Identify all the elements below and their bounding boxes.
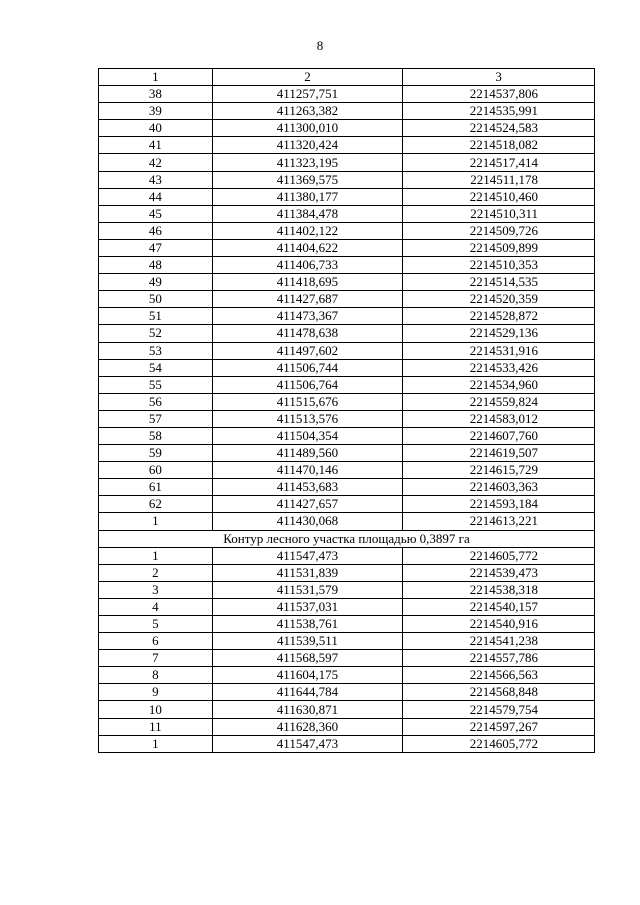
cell-y: 2214597,267: [403, 718, 595, 735]
cell-y: 2214605,772: [403, 547, 595, 564]
cell-x: 411418,695: [212, 274, 403, 291]
cell-point-number: 8: [99, 667, 213, 684]
cell-x: 411515,676: [212, 393, 403, 410]
table-row: [99, 479, 595, 496]
table-row: [99, 376, 595, 393]
cell-y: 2214535,991: [403, 103, 595, 120]
cell-x: 411537,031: [212, 598, 403, 615]
table-row: [99, 188, 595, 205]
column-header-y: 3: [403, 69, 595, 86]
table-row: [99, 257, 595, 274]
table-row: [99, 684, 595, 701]
cell-point-number: 49: [99, 274, 213, 291]
cell-x: 411402,122: [212, 222, 403, 239]
cell-x: 411470,146: [212, 462, 403, 479]
cell-point-number: 1: [99, 547, 213, 564]
table-row: [99, 274, 595, 291]
cell-x: 411513,576: [212, 410, 403, 427]
cell-point-number: 47: [99, 239, 213, 256]
cell-x: 411547,473: [212, 735, 403, 752]
cell-point-number: 10: [99, 701, 213, 718]
coordinates-table: [98, 68, 595, 753]
cell-x: 411568,597: [212, 650, 403, 667]
table-row: [99, 547, 595, 564]
cell-y: 2214538,318: [403, 581, 595, 598]
cell-x: 411404,622: [212, 239, 403, 256]
cell-point-number: 57: [99, 410, 213, 427]
cell-point-number: 5: [99, 616, 213, 633]
cell-y: 2214510,311: [403, 205, 595, 222]
cell-x: 411628,360: [212, 718, 403, 735]
cell-y: 2214579,754: [403, 701, 595, 718]
cell-y: 2214518,082: [403, 137, 595, 154]
cell-point-number: 44: [99, 188, 213, 205]
cell-y: 2214615,729: [403, 462, 595, 479]
cell-y: 2214607,760: [403, 427, 595, 444]
cell-x: 411506,744: [212, 359, 403, 376]
cell-x: 411539,511: [212, 633, 403, 650]
cell-x: 411427,657: [212, 496, 403, 513]
cell-y: 2214613,221: [403, 513, 595, 530]
cell-y: 2214510,353: [403, 257, 595, 274]
cell-y: 2214510,460: [403, 188, 595, 205]
cell-point-number: 9: [99, 684, 213, 701]
cell-point-number: 6: [99, 633, 213, 650]
cell-y: 2214529,136: [403, 325, 595, 342]
section-title: Контур лесного участка площадью 0,3897 га: [99, 530, 595, 547]
table-row: [99, 701, 595, 718]
cell-y: 2214524,583: [403, 120, 595, 137]
cell-x: 411380,177: [212, 188, 403, 205]
cell-point-number: 1: [99, 513, 213, 530]
table-row: [99, 120, 595, 137]
cell-x: 411531,579: [212, 581, 403, 598]
cell-x: 411320,424: [212, 137, 403, 154]
cell-x: 411406,733: [212, 257, 403, 274]
cell-point-number: 1: [99, 735, 213, 752]
cell-point-number: 48: [99, 257, 213, 274]
cell-x: 411300,010: [212, 120, 403, 137]
cell-y: 2214511,178: [403, 171, 595, 188]
cell-x: 411489,560: [212, 445, 403, 462]
cell-y: 2214593,184: [403, 496, 595, 513]
cell-x: 411604,175: [212, 667, 403, 684]
cell-x: 411323,195: [212, 154, 403, 171]
table-row: [99, 86, 595, 103]
cell-point-number: 46: [99, 222, 213, 239]
cell-point-number: 54: [99, 359, 213, 376]
cell-point-number: 60: [99, 462, 213, 479]
table-row: [99, 616, 595, 633]
cell-point-number: 38: [99, 86, 213, 103]
cell-point-number: 43: [99, 171, 213, 188]
cell-y: 2214557,786: [403, 650, 595, 667]
cell-y: 2214583,012: [403, 410, 595, 427]
cell-x: 411369,575: [212, 171, 403, 188]
cell-point-number: 51: [99, 308, 213, 325]
cell-y: 2214509,726: [403, 222, 595, 239]
cell-point-number: 39: [99, 103, 213, 120]
cell-x: 411384,478: [212, 205, 403, 222]
cell-y: 2214520,359: [403, 291, 595, 308]
page-number: 8: [316, 38, 324, 53]
cell-point-number: 58: [99, 427, 213, 444]
table-row: [99, 581, 595, 598]
cell-y: 2214531,916: [403, 342, 595, 359]
table-row: [99, 154, 595, 171]
cell-x: 411478,638: [212, 325, 403, 342]
cell-point-number: 41: [99, 137, 213, 154]
cell-y: 2214537,806: [403, 86, 595, 103]
cell-point-number: 40: [99, 120, 213, 137]
table-row: [99, 650, 595, 667]
cell-point-number: 42: [99, 154, 213, 171]
cell-x: 411630,871: [212, 701, 403, 718]
cell-x: 411497,602: [212, 342, 403, 359]
cell-y: 2214559,824: [403, 393, 595, 410]
cell-point-number: 62: [99, 496, 213, 513]
cell-y: 2214533,426: [403, 359, 595, 376]
table-row: [99, 393, 595, 410]
table-row: [99, 445, 595, 462]
cell-y: 2214534,960: [403, 376, 595, 393]
cell-x: 411427,687: [212, 291, 403, 308]
table-row: [99, 205, 595, 222]
table-row: [99, 410, 595, 427]
cell-x: 411644,784: [212, 684, 403, 701]
table-row: [99, 239, 595, 256]
cell-point-number: 45: [99, 205, 213, 222]
table-row: [99, 427, 595, 444]
cell-y: 2214528,872: [403, 308, 595, 325]
cell-point-number: 11: [99, 718, 213, 735]
cell-x: 411430,068: [212, 513, 403, 530]
cell-x: 411547,473: [212, 547, 403, 564]
cell-y: 2214514,535: [403, 274, 595, 291]
table-row: [99, 496, 595, 513]
cell-x: 411506,764: [212, 376, 403, 393]
cell-point-number: 52: [99, 325, 213, 342]
cell-y: 2214540,157: [403, 598, 595, 615]
cell-point-number: 61: [99, 479, 213, 496]
table-row: [99, 462, 595, 479]
cell-point-number: 50: [99, 291, 213, 308]
table-row: [99, 137, 595, 154]
cell-point-number: 7: [99, 650, 213, 667]
table-row: [99, 171, 595, 188]
cell-y: 2214540,916: [403, 616, 595, 633]
cell-y: 2214619,507: [403, 445, 595, 462]
table-row: [99, 308, 595, 325]
cell-x: 411538,761: [212, 616, 403, 633]
cell-point-number: 55: [99, 376, 213, 393]
table-row: [99, 291, 595, 308]
cell-point-number: 53: [99, 342, 213, 359]
table-row: [99, 667, 595, 684]
cell-point-number: 4: [99, 598, 213, 615]
cell-y: 2214517,414: [403, 154, 595, 171]
cell-point-number: 3: [99, 581, 213, 598]
table-row: [99, 222, 595, 239]
table-row: [99, 718, 595, 735]
cell-y: 2214539,473: [403, 564, 595, 581]
table-row: [99, 513, 595, 530]
cell-x: 411504,354: [212, 427, 403, 444]
cell-point-number: 2: [99, 564, 213, 581]
cell-point-number: 59: [99, 445, 213, 462]
cell-y: 2214568,848: [403, 684, 595, 701]
cell-y: 2214605,772: [403, 735, 595, 752]
column-header-x: 2: [212, 69, 403, 86]
table-row: [99, 633, 595, 650]
section-row: [99, 530, 595, 547]
cell-y: 2214541,238: [403, 633, 595, 650]
coordinates-table-body: [99, 69, 595, 753]
table-row: [99, 564, 595, 581]
cell-y: 2214566,563: [403, 667, 595, 684]
table-header-row: [99, 69, 595, 86]
cell-x: 411531,839: [212, 564, 403, 581]
table-row: [99, 598, 595, 615]
table-row: [99, 342, 595, 359]
column-header-point-number: 1: [99, 69, 213, 86]
cell-y: 2214509,899: [403, 239, 595, 256]
cell-x: 411257,751: [212, 86, 403, 103]
cell-x: 411453,683: [212, 479, 403, 496]
table-row: [99, 735, 595, 752]
cell-y: 2214603,363: [403, 479, 595, 496]
cell-x: 411473,367: [212, 308, 403, 325]
table-row: [99, 359, 595, 376]
cell-x: 411263,382: [212, 103, 403, 120]
table-row: [99, 325, 595, 342]
table-row: [99, 103, 595, 120]
cell-point-number: 56: [99, 393, 213, 410]
